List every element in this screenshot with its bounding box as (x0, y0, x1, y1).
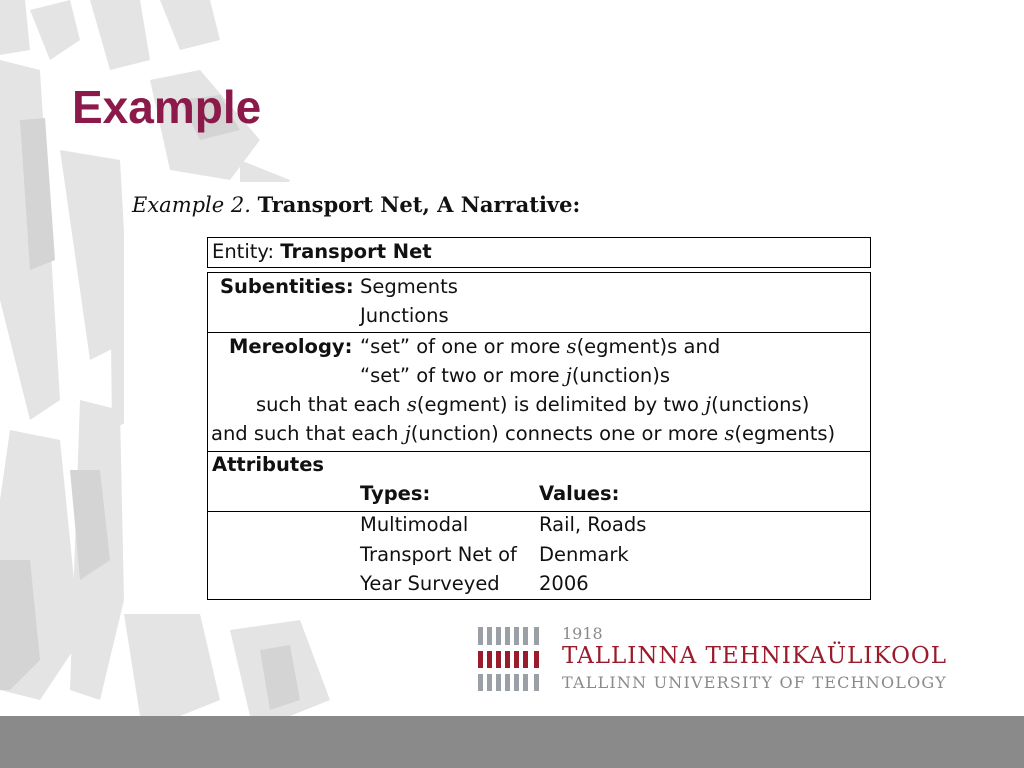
entity-box (207, 237, 871, 268)
attribute-value: Rail, Roads (539, 513, 647, 536)
mereology-line-3-c: (unctions) (711, 393, 810, 416)
mereology-line-3-b: (egment) is delimited by two (416, 393, 706, 416)
example-title: Transport Net, A Narrative: (257, 192, 581, 217)
values-header: Values: (539, 482, 620, 505)
mereology-label: Mereology: (229, 335, 353, 358)
footer-bar (0, 716, 1024, 768)
var-j: j (404, 422, 411, 445)
mereology-line-2-a: “set” of two or more (360, 364, 566, 387)
mereology-line-4-a: and such that each (211, 422, 405, 445)
logo-year: 1918 (562, 624, 603, 643)
example-heading (132, 192, 580, 217)
attribute-value: Denmark (539, 543, 629, 566)
var-s: s (566, 335, 577, 358)
mereology-line-2 (360, 364, 670, 388)
attribute-value: 2006 (539, 572, 589, 595)
var-s: s (724, 422, 735, 445)
mereology-line-1-b: (egment)s and (576, 335, 721, 358)
var-s: s (406, 393, 417, 416)
var-j: j (565, 364, 572, 387)
mereology-line-3 (256, 393, 809, 417)
logo-name: TALLINNA TEHNIKAÜLIKOOL (562, 643, 948, 669)
mereology-line-1-a: “set” of one or more (360, 335, 567, 358)
row-divider (208, 332, 870, 333)
mereology-line-3-a: such that each (256, 393, 407, 416)
types-header: Types: (360, 482, 431, 505)
narrative-table (207, 272, 871, 600)
example-label: Example 2. (132, 193, 251, 217)
subentity-item: Junctions (360, 304, 449, 327)
subentity-item: Segments (360, 275, 458, 298)
row-divider (208, 511, 870, 512)
slide-title: Example (72, 81, 262, 133)
attributes-label: Attributes (212, 453, 325, 476)
attribute-type: Transport Net of (360, 543, 517, 566)
logo-subtitle: TALLINN UNIVERSITY OF TECHNOLOGY (562, 673, 947, 692)
mereology-line-4-b: (unction) connects one or more (410, 422, 725, 445)
mereology-line-4 (211, 422, 835, 446)
subentities-label: Subentities: (220, 275, 354, 298)
entity-row (212, 240, 432, 264)
mereology-line-2-b: (unction)s (571, 364, 670, 387)
entity-label: Entity: (212, 240, 275, 263)
mereology-line-4-c: (egments) (734, 422, 836, 445)
row-divider (208, 451, 870, 452)
university-logo (478, 624, 1008, 694)
entity-value: Transport Net (280, 240, 432, 263)
mereology-line-1 (360, 335, 720, 359)
logo-bars-icon (478, 627, 548, 691)
attribute-type: Year Surveyed (360, 572, 500, 595)
attribute-type: Multimodal (360, 513, 469, 536)
var-j: j (705, 393, 712, 416)
